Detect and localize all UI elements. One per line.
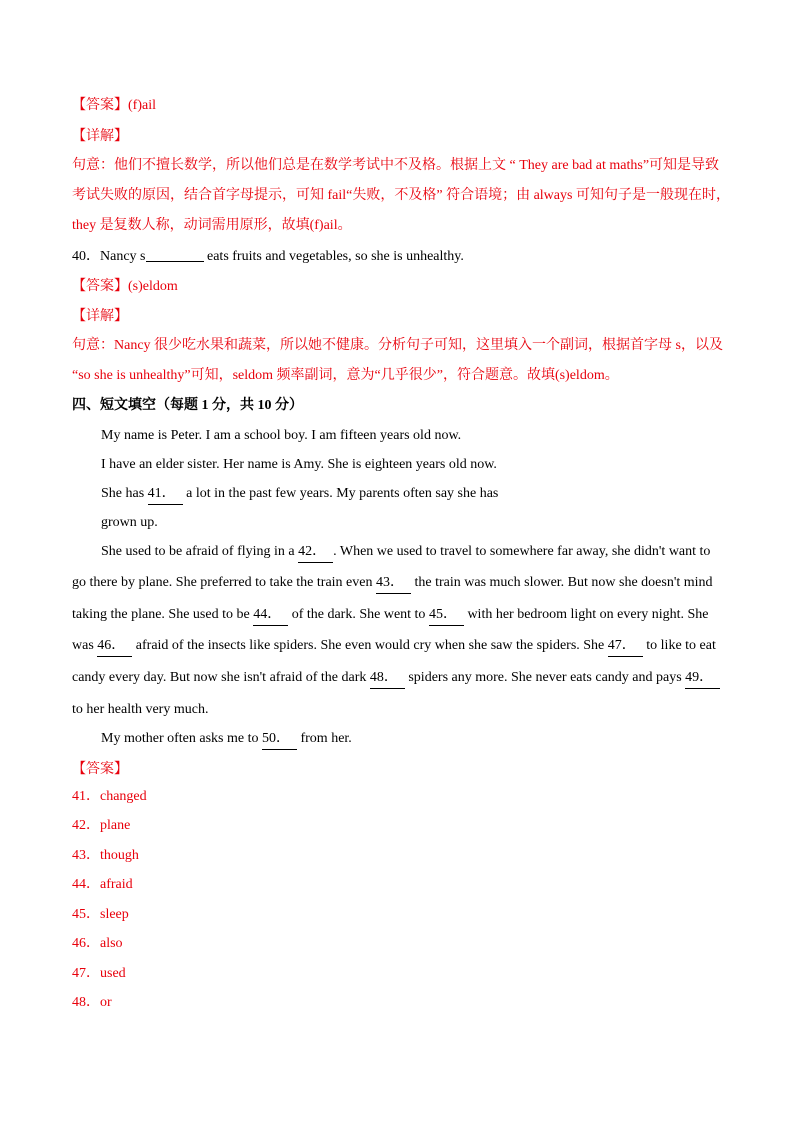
answer-40 [72,277,178,297]
blank-44: 44． [253,605,288,626]
blank-48: 48． [370,668,405,689]
blank-43: 43． [376,573,411,594]
q40-text-after: eats fruits and vegetables, so she is unhealthy. [203,249,464,264]
text: of the dark. She went to [288,607,429,622]
detail-label-40: 【详解】 [72,309,128,324]
answer-label: 【答案】 [72,279,128,294]
answer-item: 44．afraid [72,877,133,892]
passage-line-1: My name is Peter. I am a school boy. I am fifteen years old now. [101,428,462,443]
answer-item: 47．used [72,966,126,981]
detail-40-line-1: 句意：Nancy 很少吃水果和蔬菜，所以她不健康。分析句子可知，这里填入一个副词，根据首字母 s，以及 [72,338,723,353]
text: taking the plane. She used to be [72,607,254,622]
passage-line-4: grown up. [101,515,158,530]
text: from her. [296,731,352,746]
text: She has [101,486,148,501]
passage-line-8 [72,636,716,657]
passage-line-10: to her health very much. [72,702,209,717]
passage-line-11 [101,729,352,750]
blank-47: 47． [608,636,643,657]
text: . When we used to travel to somewhere far away, she didn't want to [333,544,711,559]
answer-item: 46．also [72,936,123,951]
section-4-title: 四、短文填空（每题 1 分，共 10 分） [72,398,303,413]
blank-46: 46． [97,636,132,657]
detail-39-line-2: 考试失败的原因，结合首字母提示，可知 fail“失败，不及格” 符合语境；由 always 可知句子是一般现在时， [72,188,730,203]
passage-line-2: I have an elder sister. Her name is Amy. She is eighteen years old now. [101,457,497,472]
blank-49: 49． [685,668,720,689]
text: to like to eat [642,638,716,653]
question-40 [72,247,464,267]
text: a lot in the past few years. My parents often say she has [182,486,499,501]
answer-value: (f)ail [128,98,156,113]
passage-line-3 [101,484,498,505]
passage-line-7 [72,605,709,626]
text: go there by plane. She preferred to take the train even [72,575,376,590]
blank-45: 45． [429,605,464,626]
answer-item: 48．or [72,995,112,1010]
text: afraid of the insects like spiders. She even would cry when she saw the spiders. She [132,638,608,653]
blank-42: 42． [298,542,333,563]
answer-item: 42．plane [72,818,131,833]
text: the train was much slower. But now she doesn't mind [410,575,713,590]
answer-item: 45．sleep [72,907,129,922]
text: My mother often asks me to [101,731,262,746]
text: spiders any more. She never eats candy and pays [404,670,686,685]
text: with her bedroom light on every night. She [463,607,709,622]
detail-40-line-2: “so she is unhealthy”可知，seldom 频率副词，意为“几乎很少”，符合题意。故填(s)eldom。 [72,368,619,383]
detail-39-line-3: they 是复数人称，动词需用原形，故填(f)ail。 [72,218,352,233]
passage-line-5 [101,542,710,563]
passage-line-6 [72,573,713,594]
answer-value: (s)eldom [128,279,178,294]
passage-line-9 [72,668,720,689]
detail-label-39: 【详解】 [72,129,128,144]
answer-item: 43．though [72,848,139,863]
text: candy every day. But now she isn't afraid of the dark [72,670,370,685]
text: was [72,638,98,653]
blank-50: 50． [262,729,297,750]
answer-label: 【答案】 [72,98,128,113]
answer-item: 41．changed [72,789,147,804]
answers-label: 【答案】 [72,762,128,777]
q40-text-before: 40．Nancy s [72,249,146,264]
text: She used to be afraid of flying in a [101,544,299,559]
q40-blank [146,247,204,262]
blank-41: 41． [148,484,183,505]
detail-39-line-1: 句意：他们不擅长数学，所以他们总是在数学考试中不及格。根据上文 “ They are bad at maths”可知是导致 [72,158,720,173]
answer-39 [72,96,156,116]
